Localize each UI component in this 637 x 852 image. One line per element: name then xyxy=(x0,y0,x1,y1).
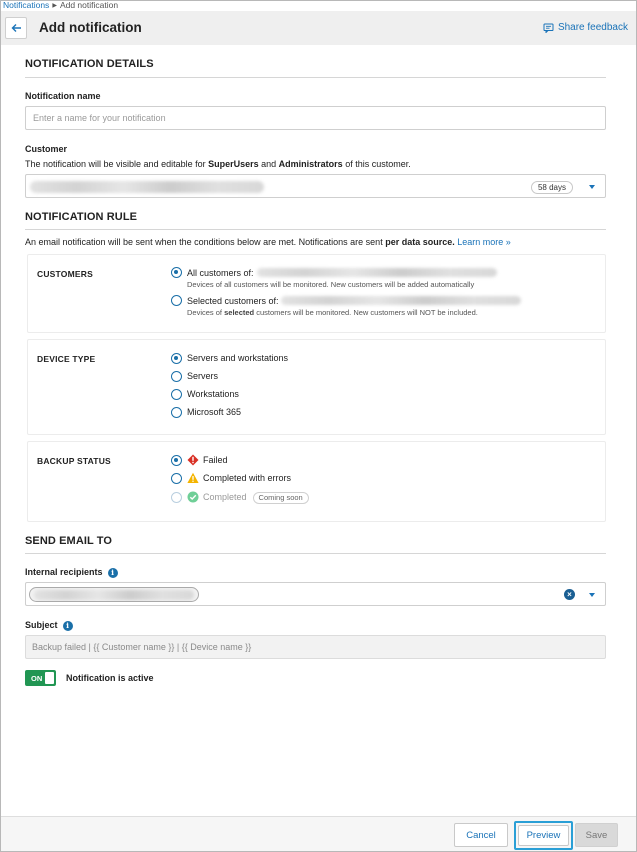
sub-pre: Devices of xyxy=(187,308,225,317)
section-divider xyxy=(25,553,606,554)
radio-all-customers-label xyxy=(187,267,497,279)
clear-icon[interactable]: × xyxy=(564,589,575,600)
breadcrumb-current: Add notification xyxy=(59,0,119,10)
device-type-rule-box xyxy=(27,339,606,435)
customer-help-post: of this customer. xyxy=(342,159,411,169)
customer-help-text xyxy=(25,159,411,169)
notification-active-label: Notification is active xyxy=(66,673,154,683)
toggle-knob xyxy=(45,672,54,684)
breadcrumb xyxy=(3,0,118,11)
completed-text: Completed xyxy=(203,492,247,502)
radio-workstations[interactable] xyxy=(171,389,239,400)
section-divider xyxy=(25,77,606,78)
radio-label: Servers xyxy=(187,371,219,381)
subject-text: Subject xyxy=(25,620,58,630)
radio-button[interactable] xyxy=(171,407,182,418)
sub-post: customers will be monitored. New customers will NOT be included. xyxy=(254,308,478,317)
device-type-rule-label: DEVICE TYPE xyxy=(37,354,96,364)
radio-completed-label xyxy=(187,492,309,504)
failed-text: Failed xyxy=(203,455,228,465)
section-divider xyxy=(25,229,606,230)
customer-help-role-administrators: Administrators xyxy=(278,159,343,169)
customer-value-redacted xyxy=(30,181,264,193)
notification-details-title: NOTIFICATION DETAILS xyxy=(25,58,154,70)
radio-button[interactable] xyxy=(171,473,182,484)
share-feedback-link[interactable] xyxy=(543,22,628,33)
selected-customers-text: Selected customers of: xyxy=(187,296,279,306)
share-feedback-label: Share feedback xyxy=(557,22,628,33)
backup-status-rule-box xyxy=(27,441,606,522)
rule-help-bold: per data source. xyxy=(385,237,455,247)
preview-button[interactable]: Preview xyxy=(518,825,569,846)
radio-button[interactable] xyxy=(171,389,182,400)
sub-bold: selected xyxy=(224,308,255,317)
notification-name-label: Notification name xyxy=(25,91,101,101)
recipient-chip[interactable] xyxy=(29,587,199,602)
breadcrumb-notifications-link[interactable]: Notifications xyxy=(3,0,50,10)
radio-label: Workstations xyxy=(187,389,239,399)
recipients-select[interactable] xyxy=(25,582,606,606)
customers-rule-box xyxy=(27,254,606,333)
customers-rule-label: CUSTOMERS xyxy=(37,269,93,279)
check-circle-icon xyxy=(187,491,199,503)
customer-label: Customer xyxy=(25,144,68,154)
customer-help-mid: and xyxy=(258,159,279,169)
radio-completed-with-errors[interactable] xyxy=(171,473,291,484)
feedback-icon xyxy=(543,23,554,33)
radio-button[interactable] xyxy=(171,371,182,382)
radio-selected-customers[interactable] xyxy=(171,295,521,318)
breadcrumb-separator-icon: ▶ xyxy=(52,3,57,9)
customer-help-role-superusers: SuperUsers xyxy=(208,159,259,169)
recipient-redacted xyxy=(34,590,194,600)
footer-bar xyxy=(1,816,636,851)
chevron-down-icon[interactable] xyxy=(589,593,595,597)
info-icon[interactable]: i xyxy=(108,568,118,578)
coming-soon-badge: Coming soon xyxy=(253,492,309,504)
learn-more-link[interactable]: Learn more » xyxy=(457,237,511,247)
radio-label: Microsoft 365 xyxy=(187,407,242,417)
backup-status-rule-label: BACKUP STATUS xyxy=(37,456,111,466)
chevron-down-icon xyxy=(589,185,595,189)
internal-recipients-label xyxy=(25,567,118,578)
days-badge: 58 days xyxy=(531,181,573,194)
radio-all-customers-sub: Devices of all customers will be monitored. New customers will be added automatically xyxy=(187,280,475,289)
notification-rule-title: NOTIFICATION RULE xyxy=(25,211,138,223)
page-title: Add notification xyxy=(39,20,142,35)
radio-failed[interactable] xyxy=(171,455,228,466)
radio-button-disabled xyxy=(171,492,182,503)
back-button[interactable] xyxy=(5,17,27,39)
warning-triangle-icon xyxy=(187,472,199,484)
customer-select[interactable] xyxy=(25,174,606,198)
customer-name-redacted xyxy=(281,296,521,305)
cancel-button[interactable]: Cancel xyxy=(454,823,508,847)
radio-label: Servers and workstations xyxy=(187,353,289,363)
radio-selected-customers-label xyxy=(187,295,521,307)
active-toggle[interactable] xyxy=(25,670,56,686)
radio-button-checked[interactable] xyxy=(171,353,182,364)
info-icon[interactable]: i xyxy=(63,621,73,631)
radio-failed-label xyxy=(187,455,228,466)
page-header xyxy=(1,11,636,45)
all-customers-text: All customers of: xyxy=(187,268,254,278)
customer-name-redacted xyxy=(257,268,497,277)
notification-name-input[interactable] xyxy=(25,106,606,130)
customer-help-pre: The notification will be visible and editable for xyxy=(25,159,209,169)
radio-microsoft-365[interactable] xyxy=(171,407,241,418)
radio-completed xyxy=(171,492,309,504)
radio-button-checked[interactable] xyxy=(171,455,182,466)
rule-help-pre: An email notification will be sent when the conditions below are met. Notifications are sent xyxy=(25,237,386,247)
save-button[interactable]: Save xyxy=(575,823,618,847)
radio-button-checked[interactable] xyxy=(171,267,182,278)
error-diamond-icon xyxy=(187,454,199,466)
rule-help-text xyxy=(25,237,511,247)
radio-servers[interactable] xyxy=(171,371,218,382)
send-email-title: SEND EMAIL TO xyxy=(25,535,113,547)
arrow-left-icon xyxy=(11,23,22,33)
completed-with-errors-text: Completed with errors xyxy=(203,473,292,483)
radio-selected-customers-sub xyxy=(187,308,521,318)
radio-completed-with-errors-label xyxy=(187,473,291,484)
subject-field: Backup failed | {{ Customer name }} | {{ Device name }} xyxy=(25,635,606,659)
subject-label xyxy=(25,620,73,631)
internal-recipients-text: Internal recipients xyxy=(25,567,103,577)
toggle-on-label: ON xyxy=(31,674,43,683)
radio-button[interactable] xyxy=(171,295,182,306)
radio-all-customers[interactable] xyxy=(171,267,497,290)
radio-servers-and-workstations[interactable] xyxy=(171,353,288,364)
